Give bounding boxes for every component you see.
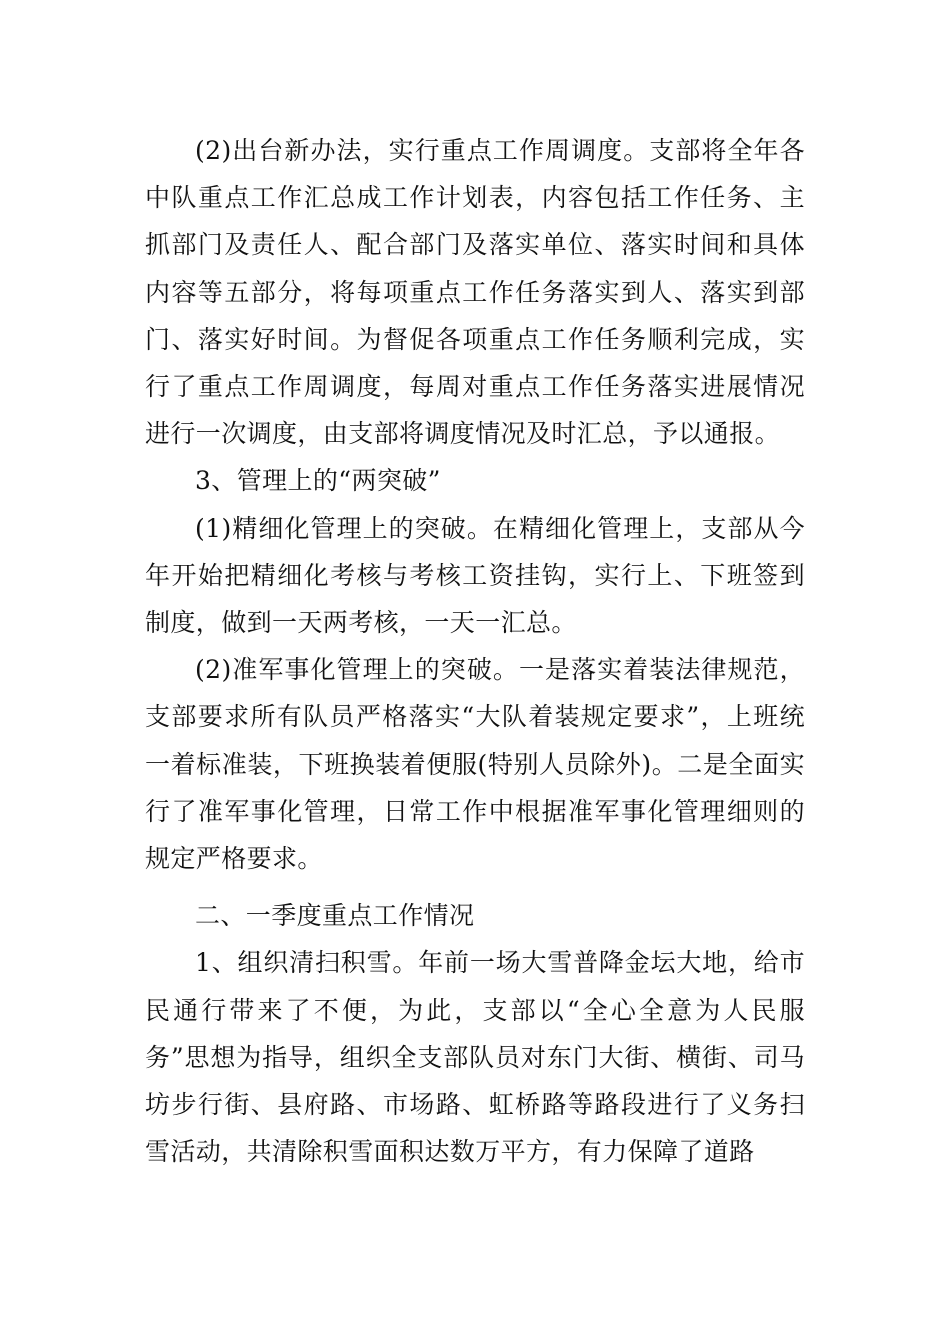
document-page	[145, 127, 805, 1175]
section-spacer	[145, 882, 805, 892]
heading-management-breakthroughs: 3、管理上的“两突破”	[195, 466, 441, 496]
paragraph-snow-clearing: 1、组织清扫积雪。年前一场大雪普降金坛大地，给市民通行带来了不便，为此，支部以“全心全意为人民服务”思想为指导，组织全支部队员对东门大街、横街、司马坊步行街、县府路、市场路、虹桥路等路段进行了义务扫雪活动，共清除积雪面积达数万平方，有力保障了道路	[145, 948, 805, 1167]
paragraph-paramilitary-management: (2)准军事化管理上的突破。一是落实着装法律规范，支部要求所有队员严格落实“大队着装规定要求”，上班统一着标准装，下班换装着便服(特别人员除外)。二是全面实行了准军事化管理，日常工作中根据准军事化管理细则的规定严格要求。	[145, 655, 805, 874]
heading-first-quarter-work: 二、一季度重点工作情况	[195, 901, 475, 931]
paragraph-refined-management: (1)精细化管理上的突破。在精细化管理上，支部从今年开始把精细化考核与考核工资挂钩，实行上、下班签到制度，做到一天两考核，一天一汇总。	[145, 513, 805, 638]
paragraph-weekly-scheduling: (2)出台新办法，实行重点工作周调度。支部将全年各中队重点工作汇总成工作计划表，内容包括工作任务、主抓部门及责任人、配合部门及落实单位、落实时间和具体内容等五部分，将每项重点工作任务落实到人、落实到部门、落实好时间。为督促各项重点工作任务顺利完成，实行了重点工作周调度，每周对重点工作任务落实进展情况进行一次调度，由支部将调度情况及时汇总，予以通报。	[145, 136, 805, 449]
